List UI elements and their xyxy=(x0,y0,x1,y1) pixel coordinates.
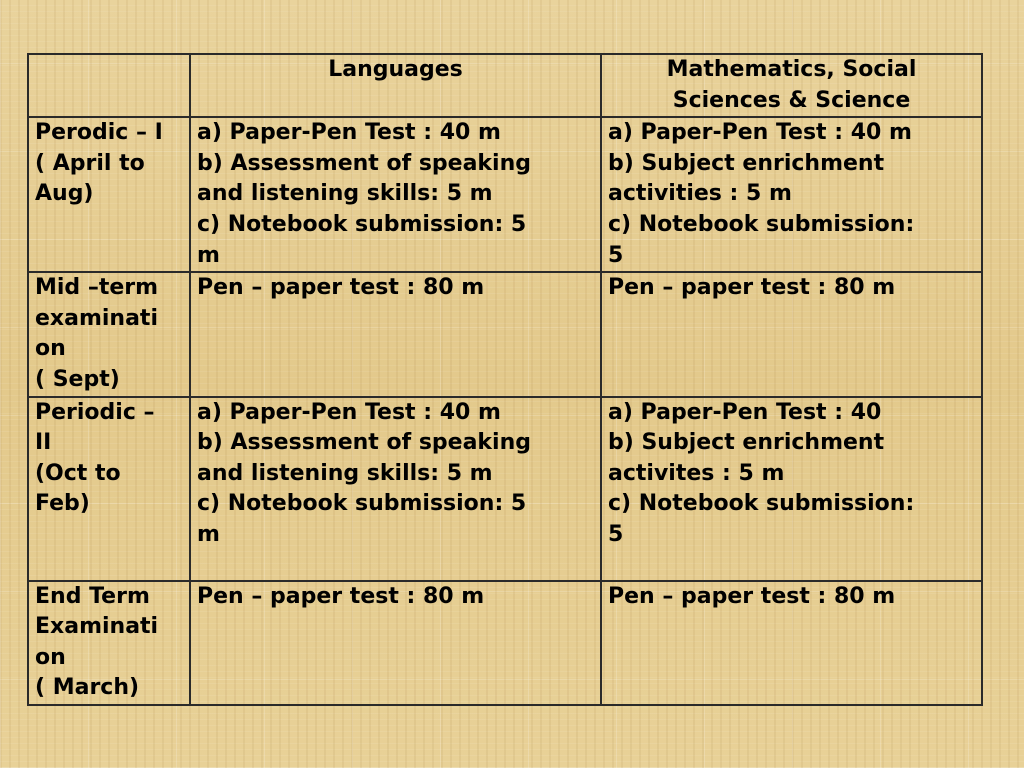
term-cell: Mid –term examinati on ( Sept) xyxy=(28,272,190,396)
table-row xyxy=(28,117,982,272)
languages-cell: a) Paper-Pen Test : 40 m b) Assessment of speaking and listening skills: 5 m c) Notebook submission: 5 m xyxy=(190,397,601,581)
table-row xyxy=(28,272,982,396)
languages-cell: Pen – paper test : 80 m xyxy=(190,272,601,396)
maths-social-science-cell: Pen – paper test : 80 m xyxy=(601,581,982,705)
table-row xyxy=(28,581,982,705)
header-maths-social-science: Mathematics, Social Sciences & Science xyxy=(601,54,982,117)
table-row xyxy=(28,397,982,581)
maths-social-science-cell: Pen – paper test : 80 m xyxy=(601,272,982,396)
term-cell: Periodic – II (Oct to Feb) xyxy=(28,397,190,581)
term-cell: Perodic – I ( April to Aug) xyxy=(28,117,190,272)
maths-social-science-cell: a) Paper-Pen Test : 40 m b) Subject enrichment activities : 5 m c) Notebook submission: 5 xyxy=(601,117,982,272)
maths-social-science-cell: a) Paper-Pen Test : 40 b) Subject enrichment activites : 5 m c) Notebook submission: 5 xyxy=(601,397,982,581)
term-cell: End Term Examinati on ( March) xyxy=(28,581,190,705)
languages-cell: a) Paper-Pen Test : 40 m b) Assessment of speaking and listening skills: 5 m c) Notebook submission: 5 m xyxy=(190,117,601,272)
header-corner-cell xyxy=(28,54,190,117)
header-languages: Languages xyxy=(190,54,601,117)
assessment-table xyxy=(27,53,983,706)
table-header-row xyxy=(28,54,982,117)
languages-cell: Pen – paper test : 80 m xyxy=(190,581,601,705)
